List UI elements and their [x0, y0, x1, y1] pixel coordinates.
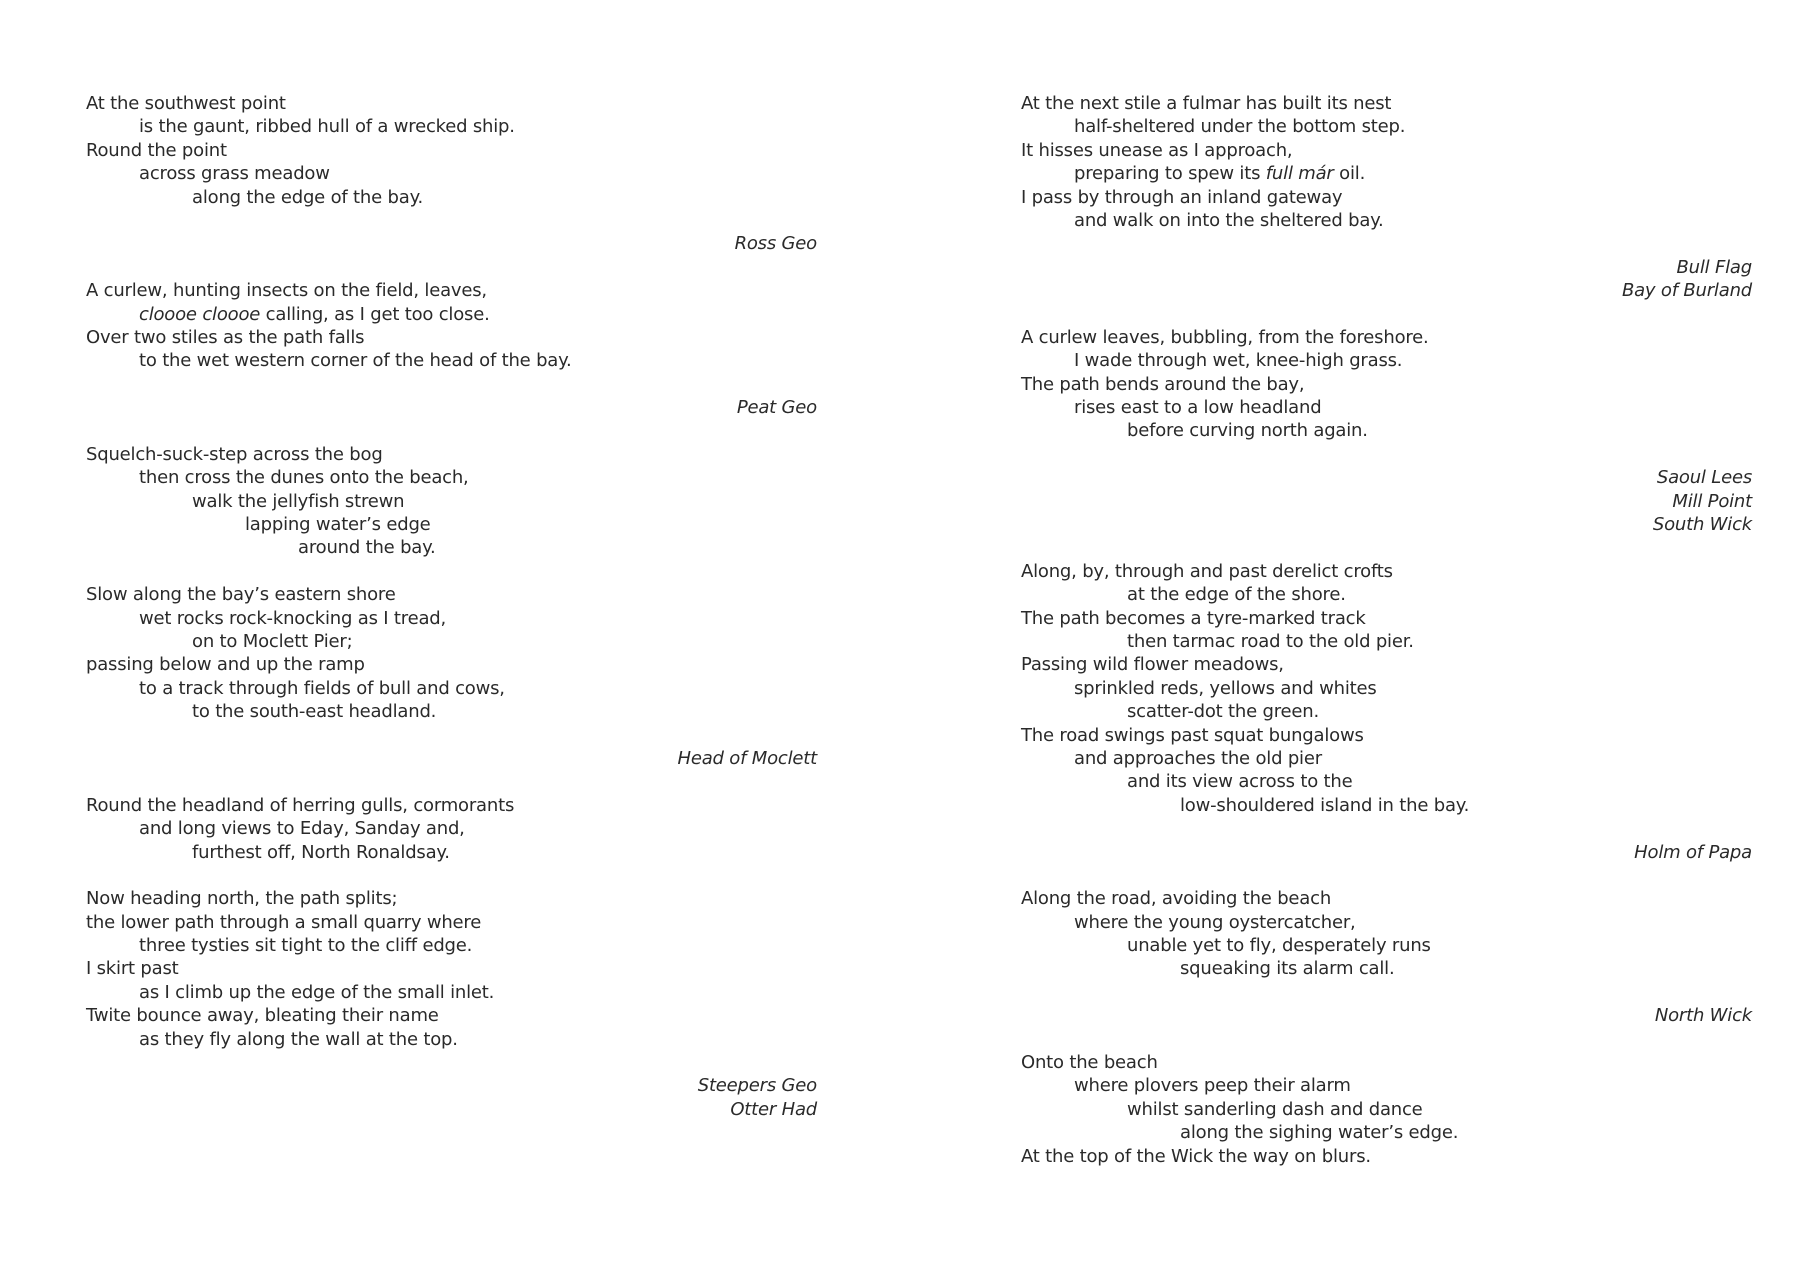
verse-line: Over two stiles as the path falls: [86, 326, 365, 348]
verse-line: to the wet western corner of the head of the bay.: [139, 350, 572, 372]
verse-line: lapping water’s edge: [245, 514, 431, 536]
line-segment: preparing to spew its: [1074, 163, 1266, 185]
verse-line: I pass by through an inland gateway: [1021, 186, 1343, 208]
stanza-gap: [1021, 536, 1752, 559]
stanza-gap: [1021, 981, 1752, 1004]
verse-line: to the south-east headland.: [192, 701, 437, 723]
place-names: [1021, 1004, 1752, 1027]
place-name: Head of Moclett: [677, 747, 817, 769]
verse-line: squeaking its alarm call.: [1180, 958, 1395, 980]
stanza-gap: [86, 256, 817, 279]
verse-line: sprinkled reds, yellows and whites: [1074, 677, 1377, 699]
stanza: [86, 279, 817, 373]
verse-line: along the edge of the bay.: [192, 186, 423, 208]
verse-line: walk the jellyfish strewn: [192, 490, 405, 512]
verse-line: then cross the dunes onto the beach,: [139, 467, 469, 489]
verse-line: where the young oystercatcher,: [1074, 911, 1356, 933]
verse-line: It hisses unease as I approach,: [1021, 139, 1293, 161]
stanza-gap: [86, 724, 817, 747]
italic-phrase: full már: [1265, 163, 1334, 185]
stanza-gap: [1021, 817, 1752, 840]
stanza: [1021, 1051, 1752, 1168]
place-name: Steepers Geo: [697, 1075, 817, 1097]
place-names: [1021, 841, 1752, 864]
verse-line: The path bends around the bay,: [1021, 373, 1305, 395]
verse-line: furthest off, North Ronaldsay.: [192, 841, 450, 863]
verse-line: I wade through wet, knee-high grass.: [1074, 350, 1403, 372]
place-name: Otter Had: [730, 1098, 817, 1120]
verse-line: A curlew leaves, bubbling, from the foreshore.: [1021, 326, 1429, 348]
stanza-gap: [1021, 443, 1752, 466]
stanza: [86, 92, 817, 209]
stanza: [86, 794, 817, 864]
stanza-gap: [86, 209, 817, 232]
verse-line: Twite bounce away, bleating their name: [86, 1005, 439, 1027]
verse-line: low-shouldered island in the bay.: [1180, 794, 1470, 816]
stanza: [86, 583, 817, 723]
verse-line: before curving north again.: [1127, 420, 1368, 442]
stanza: [1021, 92, 1752, 232]
verse-line: across grass meadow: [139, 163, 330, 185]
place-names: [86, 747, 817, 770]
verse-line: A curlew, hunting insects on the field, leaves,: [86, 280, 487, 302]
verse-line: and approaches the old pier: [1074, 747, 1322, 769]
verse-line: At the top of the Wick the way on blurs.: [1021, 1145, 1371, 1167]
verse-line: on to Moclett Pier;: [192, 630, 353, 652]
verse-line: Along the road, avoiding the beach: [1021, 888, 1332, 910]
verse-line: Onto the beach: [1021, 1052, 1158, 1074]
verse-line: Along, by, through and past derelict crofts: [1021, 560, 1393, 582]
verse-line: Round the point: [86, 139, 227, 161]
verse-line: [1021, 162, 1752, 185]
stanza: [86, 887, 817, 1051]
verse-line: Squelch-suck-step across the bog: [86, 443, 383, 465]
stanza-gap: [1021, 303, 1752, 326]
place-name: South Wick: [1652, 514, 1752, 536]
verse-line: and walk on into the sheltered bay.: [1074, 209, 1384, 231]
verse-line: The path becomes a tyre-marked track: [1021, 607, 1366, 629]
verse-line: rises east to a low headland: [1074, 397, 1322, 419]
verse-line: and long views to Eday, Sanday and,: [139, 818, 465, 840]
verse-line: [86, 303, 817, 326]
stanza: [1021, 326, 1752, 443]
verse-line: along the sighing water’s edge.: [1180, 1122, 1459, 1144]
stanza-gap: [86, 864, 817, 887]
place-name: Bull Flag: [1676, 256, 1752, 278]
place-names: [86, 1074, 817, 1121]
place-name: Saoul Lees: [1656, 467, 1752, 489]
place-names: [86, 232, 817, 255]
verse-line: half-sheltered under the bottom step.: [1074, 116, 1406, 138]
italic-phrase: cloooe cloooe: [139, 303, 261, 325]
place-name: Holm of Papa: [1634, 841, 1752, 863]
verse-line: Passing wild flower meadows,: [1021, 654, 1284, 676]
stanza-gap: [86, 1051, 817, 1074]
right-page: [1021, 92, 1752, 1168]
verse-line: at the edge of the shore.: [1127, 584, 1346, 606]
place-name: Ross Geo: [734, 233, 817, 255]
verse-line: Now heading north, the path splits;: [86, 888, 398, 910]
place-name: Bay of Burland: [1621, 280, 1752, 302]
place-name: North Wick: [1654, 1005, 1752, 1027]
stanza: [1021, 560, 1752, 817]
stanza-gap: [1021, 864, 1752, 887]
verse-line: as they fly along the wall at the top.: [139, 1028, 458, 1050]
place-names: [86, 396, 817, 419]
verse-line: I skirt past: [86, 958, 179, 980]
stanza-gap: [86, 373, 817, 396]
line-segment: calling, as I get too close.: [260, 303, 490, 325]
verse-line: to a track through fields of bull and cows,: [139, 677, 505, 699]
verse-line: around the bay.: [298, 537, 436, 559]
line-segment: oil.: [1333, 163, 1366, 185]
stanza: [1021, 887, 1752, 981]
place-name: Peat Geo: [736, 397, 817, 419]
verse-line: The road swings past squat bungalows: [1021, 724, 1364, 746]
stanza-gap: [86, 419, 817, 442]
verse-line: as I climb up the edge of the small inlet.: [139, 981, 495, 1003]
verse-line: whilst sanderling dash and dance: [1127, 1098, 1423, 1120]
verse-line: wet rocks rock-knocking as I tread,: [139, 607, 447, 629]
verse-line: Slow along the bay’s eastern shore: [86, 584, 396, 606]
place-name: Mill Point: [1672, 490, 1752, 512]
verse-line: Round the headland of herring gulls, cormorants: [86, 794, 515, 816]
verse-line: scatter-dot the green.: [1127, 701, 1320, 723]
place-names: [1021, 466, 1752, 536]
verse-line: then tarmac road to the old pier.: [1127, 630, 1414, 652]
stanza: [86, 443, 817, 560]
verse-line: At the next stile a fulmar has built its nest: [1021, 93, 1392, 114]
place-names: [1021, 256, 1752, 303]
stanza-gap: [86, 560, 817, 583]
verse-line: and its view across to the: [1127, 771, 1353, 793]
verse-line: passing below and up the ramp: [86, 654, 365, 676]
stanza-gap: [86, 770, 817, 793]
verse-line: is the gaunt, ribbed hull of a wrecked ship.: [139, 116, 515, 138]
verse-line: unable yet to fly, desperately runs: [1127, 935, 1431, 957]
stanza-gap: [1021, 232, 1752, 255]
verse-line: where plovers peep their alarm: [1074, 1075, 1351, 1097]
verse-line: At the southwest point: [86, 93, 286, 114]
stanza-gap: [1021, 1028, 1752, 1051]
verse-line: three tysties sit tight to the cliff edge.: [139, 935, 473, 957]
verse-line: the lower path through a small quarry where: [86, 911, 482, 933]
left-page: [86, 92, 817, 1121]
